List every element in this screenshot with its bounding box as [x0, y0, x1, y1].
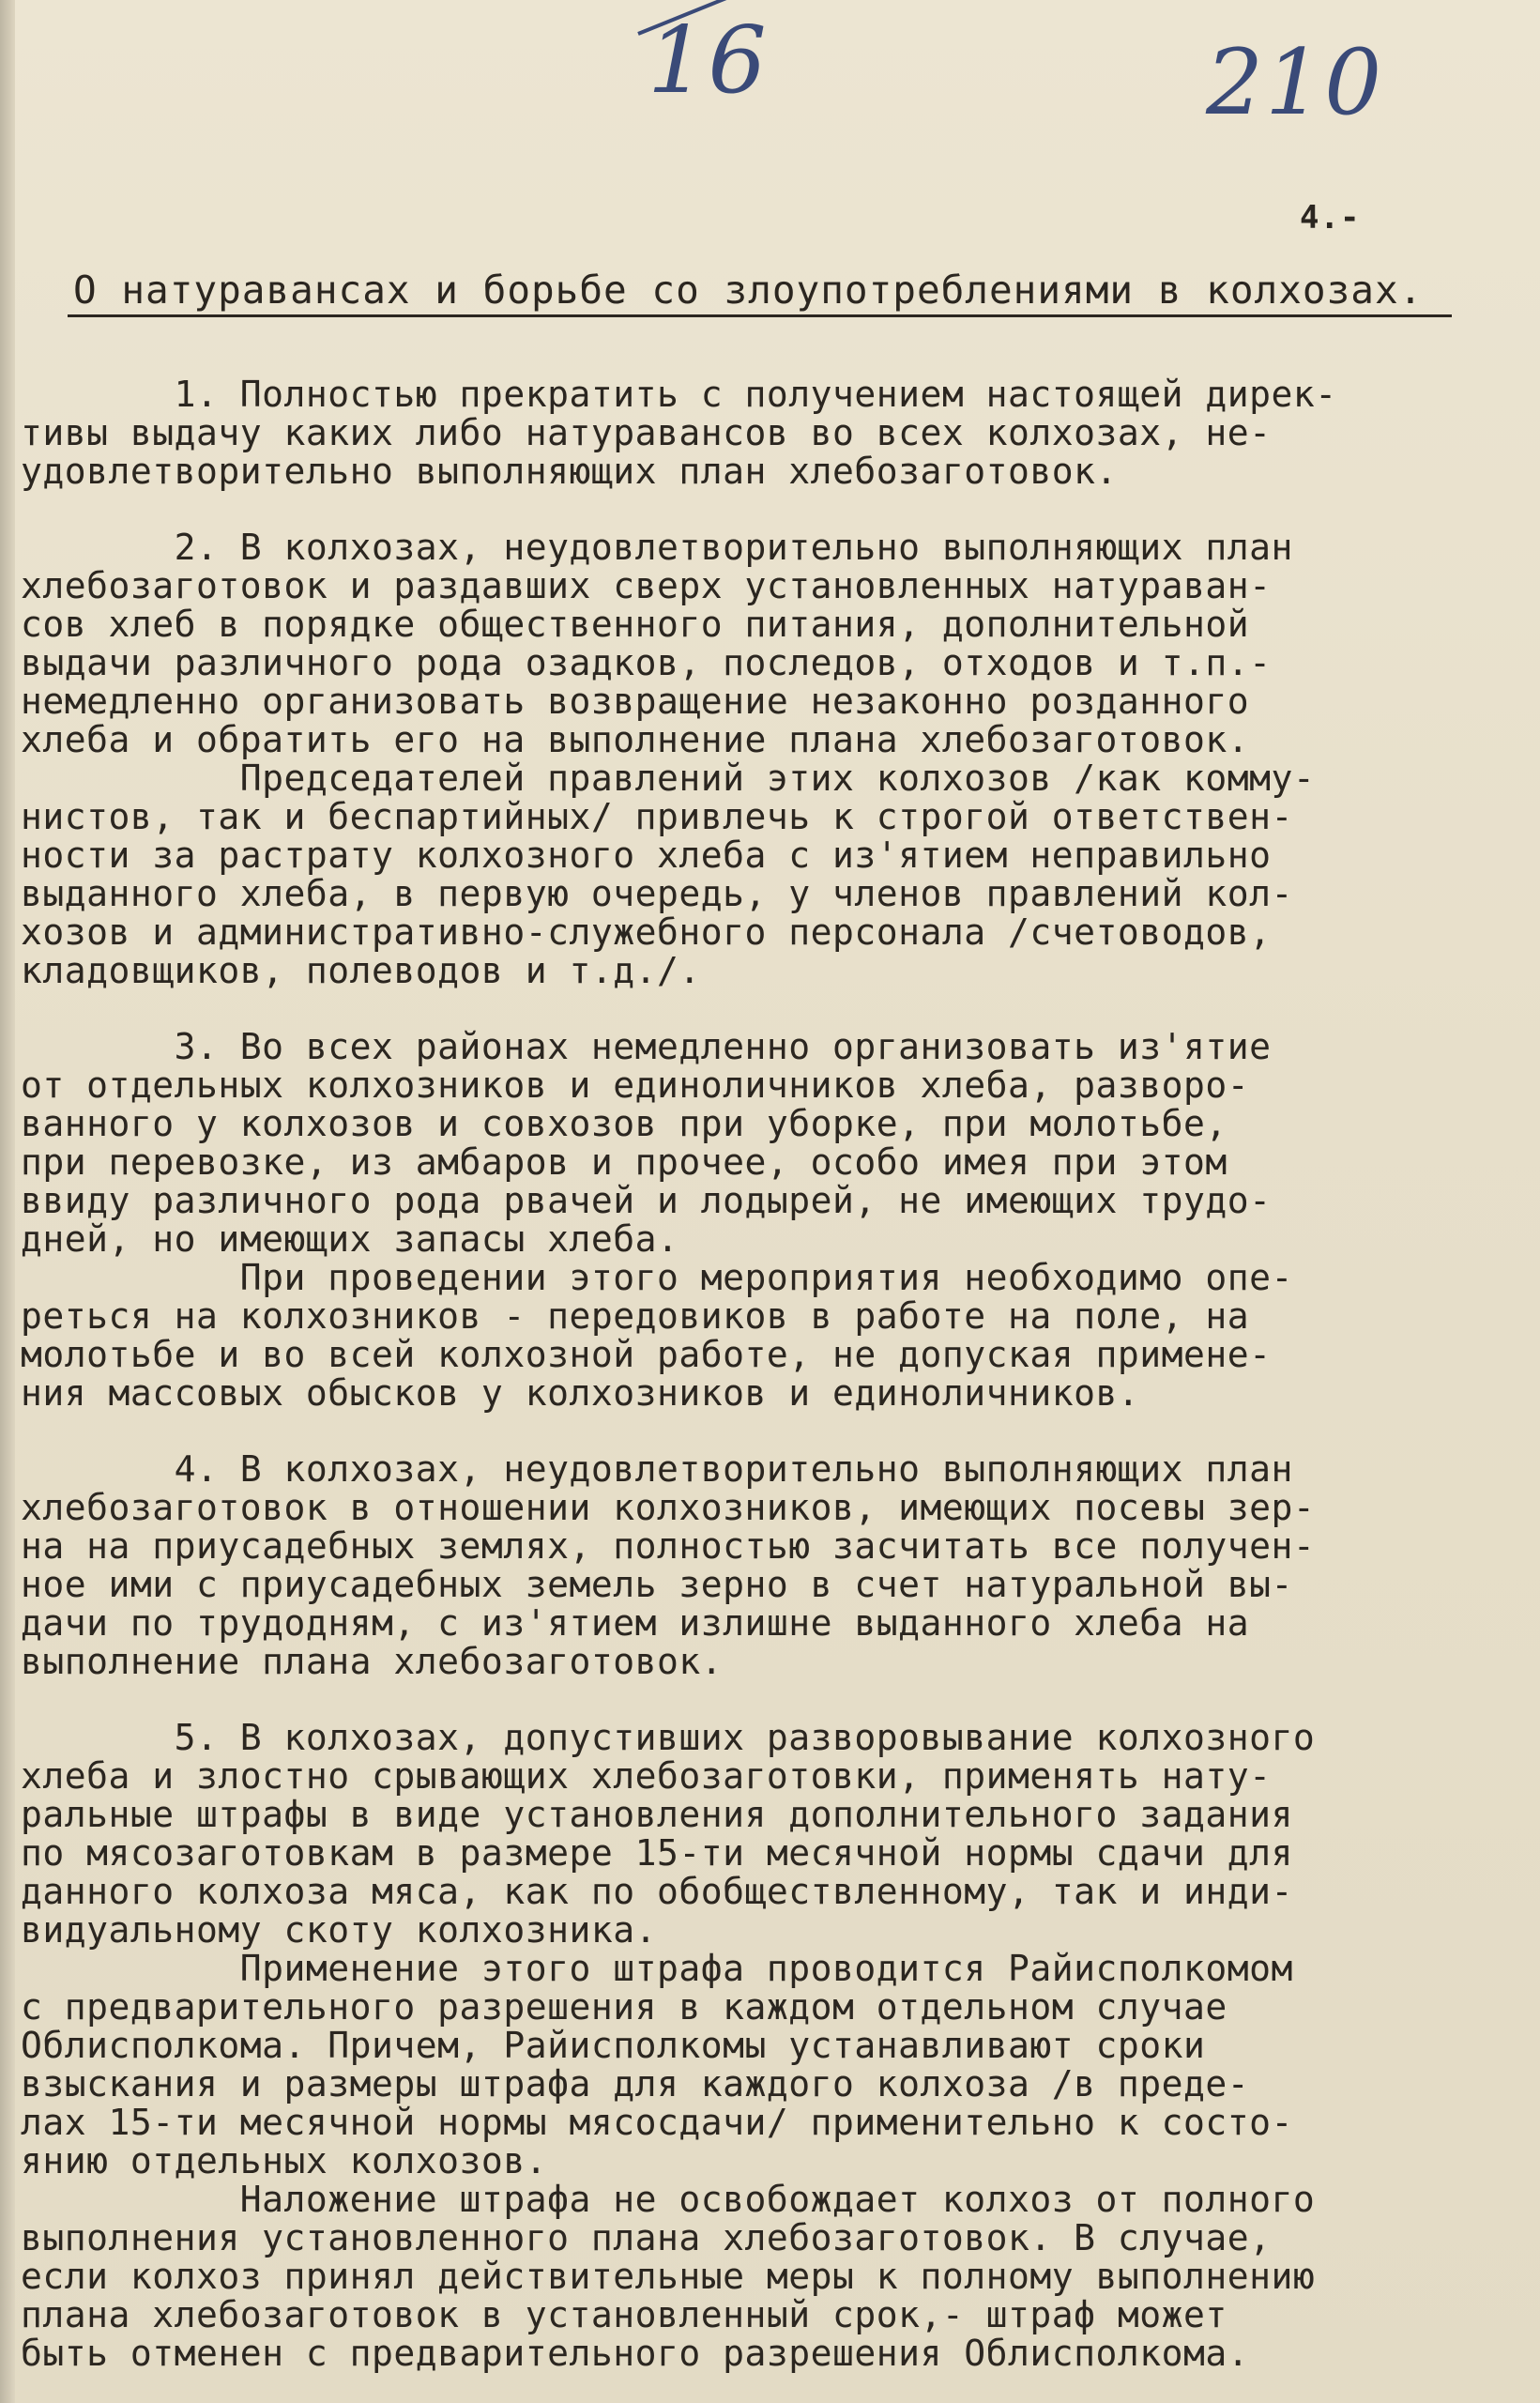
text-line: дней, но имеющих запасы хлеба. [21, 1218, 679, 1260]
text-line: 4. В колхозах, неудовлетворительно выполняющих план [21, 1448, 1293, 1490]
text-line: При проведении этого мероприятия необходимо опе- [21, 1257, 1293, 1298]
text-line: быть отменен с предварительного разрешения Облисполкома. [21, 2333, 1250, 2374]
text-line: с предварительного разрешения в каждом отдельном случае [21, 1986, 1227, 2028]
text-line: ральные штрафы в виде установления дополнительного задания [21, 1794, 1293, 1835]
text-line: данного колхоза мяса, как по обобществленному, так и инди- [21, 1871, 1293, 1912]
text-line: выполнение плана хлебозаготовок. [21, 1641, 724, 1682]
document-title: О натуравансах и борьбе со злоупотреблениями в колхозах. [73, 268, 1424, 313]
text-line: выданного хлеба, в первую очередь, у членов правлений кол- [21, 873, 1293, 914]
title-underline [68, 314, 1452, 317]
text-line: видуальному скоту колхозника. [21, 1909, 657, 1951]
text-line: хозов и административно-служебного персонала /счетоводов, [21, 911, 1272, 953]
text-line: кладовщиков, полеводов и т.д./. [21, 950, 701, 991]
paragraph-gap [21, 990, 1522, 1028]
text-line: ное ими с приусадебных земель зерно в счет натуральной вы- [21, 1564, 1293, 1605]
text-line: тивы выдачу каких либо натуравансов во всех колхозах, не- [21, 412, 1272, 453]
text-line: лах 15-ти месячной нормы мясосдачи/ применительно к состо- [21, 2102, 1293, 2143]
text-line: хлеба и обратить его на выполнение плана хлебозаготовок. [21, 719, 1250, 760]
text-line: от отдельных колхозников и единоличников хлеба, разворо- [21, 1064, 1250, 1106]
text-line: на на приусадебных землях, полностью засчитать все получен- [21, 1525, 1316, 1567]
text-line: выдачи различного рода озадков, последов, отходов и т.п.- [21, 642, 1272, 683]
text-line: выполнения установленного плана хлебозаготовок. В случае, [21, 2217, 1272, 2258]
text-line: 3. Во всех районах немедленно организовать из'ятие [21, 1026, 1272, 1067]
text-line: реться на колхозников - передовиков в работе на поле, на [21, 1295, 1250, 1337]
text-line: ния массовых обысков у колхозников и единоличников. [21, 1372, 1140, 1414]
document-body [21, 375, 1522, 2373]
text-line: Председателей правлений этих колхозов /как комму- [21, 758, 1316, 799]
text-line: хлебозаготовок и раздавших сверх установленных натураван- [21, 565, 1272, 606]
text-line: Наложение штрафа не освобождает колхоз от полного [21, 2179, 1316, 2220]
text-line: по мясозаготовкам в размере 15-ти месячной нормы сдачи для [21, 1832, 1293, 1874]
text-line: если колхоз принял действительные меры к полному выполнению [21, 2256, 1316, 2297]
text-line: дачи по трудодням, с из'ятием излишне выданного хлеба на [21, 1602, 1250, 1644]
text-line: сов хлеб в порядке общественного питания, дополнительной [21, 604, 1250, 645]
text-line: нистов, так и беспартийных/ привлечь к строгой ответствен- [21, 796, 1293, 837]
text-line: ванного у колхозов и совхозов при уборке, при молотьбе, [21, 1103, 1227, 1144]
text-line: ввиду различного рода рвачей и лодырей, не имеющих трудо- [21, 1180, 1272, 1221]
text-line: плана хлебозаготовок в установленный срок,- штраф может [21, 2294, 1227, 2335]
text-line: хлеба и злостно срывающих хлебозаготовки, применять нату- [21, 1755, 1272, 1797]
text-line: молотьбе и во всей колхозной работе, не допуская примене- [21, 1334, 1272, 1375]
text-line: Применение этого штрафа проводится Райисполкомом [21, 1948, 1293, 1989]
page-edge [0, 0, 15, 2403]
text-line: хлебозаготовок в отношении колхозников, имеющих посевы зер- [21, 1487, 1316, 1528]
text-line: Облисполкома. Причем, Райисполкомы устанавливают сроки [21, 2025, 1206, 2066]
paragraph-gap [21, 491, 1522, 528]
archive-number: 210 [1206, 30, 1384, 135]
text-line: 2. В колхозах, неудовлетворительно выполняющих план [21, 527, 1293, 568]
text-line: 5. В колхозах, допустивших разворовывание колхозного [21, 1717, 1316, 1758]
page-number: 4.- [1300, 199, 1361, 237]
folio-number: 16 [648, 8, 769, 115]
text-line: удовлетворительно выполняющих план хлебозаготовок. [21, 451, 1118, 492]
paragraph-gap [21, 1413, 1522, 1450]
text-line: ности за растрату колхозного хлеба с из'ятием неправильно [21, 834, 1272, 876]
text-line: 1. Полностью прекратить с получением настоящей дирек- [21, 374, 1337, 415]
text-line: немедленно организовать возвращение незаконно розданного [21, 681, 1250, 722]
paragraph-gap [21, 1681, 1522, 1719]
text-line: взыскания и размеры штрафа для каждого колхоза /в преде- [21, 2063, 1250, 2105]
text-line: янию отдельных колхозов. [21, 2140, 548, 2181]
text-line: при перевозке, из амбаров и прочее, особо имея при этом [21, 1141, 1227, 1183]
